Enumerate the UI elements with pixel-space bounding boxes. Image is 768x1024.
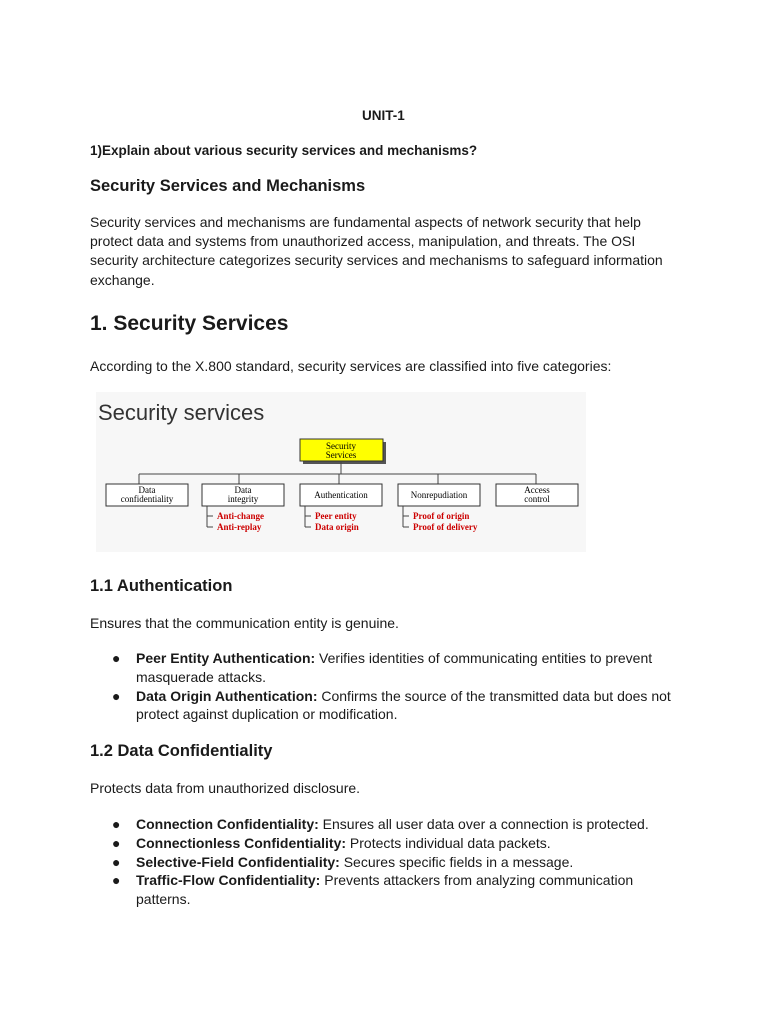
list-item [90, 834, 680, 853]
bullet-icon: ● [112, 816, 121, 832]
bullet-icon: ● [112, 650, 121, 666]
list-text: patterns. [136, 891, 191, 908]
sub-label: Peer entity [315, 511, 357, 521]
confidentiality-heading: 1.2 Data Confidentiality [90, 742, 273, 760]
category-label: Access [524, 485, 550, 495]
list-item [90, 687, 680, 725]
sub-label: Proof of origin [413, 511, 470, 521]
intro-paragraph [90, 213, 670, 290]
category-label: Authentication [314, 490, 368, 500]
category-label: integrity [227, 494, 259, 504]
intro-line-4: exchange. [90, 271, 155, 288]
security-services-heading: 1. Security Services [90, 312, 289, 335]
sub-label: Data origin [315, 522, 359, 532]
list-text: masquerade attacks. [136, 668, 266, 685]
list-text: protect against duplication or modification. [136, 706, 398, 723]
list-text: Secures specific fields in a message. [339, 853, 574, 870]
sub-label: Anti-replay [217, 522, 262, 532]
list-text: Verifies identities of communicating entities to prevent [315, 650, 653, 666]
root-label-2: Services [325, 450, 357, 460]
list-term: Peer Entity Authentication: [136, 650, 316, 666]
intro-line-1: Security services and mechanisms are fundamental aspects of network security that help [90, 214, 641, 230]
unit-title: UNIT-1 [362, 108, 405, 123]
classification-text: According to the X.800 standard, security services are classified into five categories: [90, 358, 612, 374]
list-text: Protects individual data packets. [346, 834, 551, 851]
authentication-list [90, 649, 680, 724]
category-label: control [524, 494, 550, 504]
confidentiality-list [90, 815, 680, 909]
diagram-title: Security services [98, 400, 265, 425]
category-label: Data [138, 485, 156, 495]
list-text: Ensures all user data over a connection is protected. [318, 816, 649, 832]
question-text: 1)Explain about various security services and mechanisms? [90, 143, 478, 158]
section-heading: Security Services and Mechanisms [90, 177, 366, 195]
list-term: Traffic-Flow Confidentiality: [136, 872, 321, 889]
authentication-description: Ensures that the communication entity is genuine. [90, 615, 399, 631]
category-label: Data [234, 485, 252, 495]
list-term: Selective-Field Confidentiality: [136, 853, 340, 870]
list-text: Confirms the source of the transmitted data but does not [317, 687, 671, 704]
confidentiality-description: Protects data from unauthorized disclosure. [90, 780, 361, 796]
list-item [90, 871, 680, 909]
list-text: Prevents attackers from analyzing communication [320, 872, 634, 889]
intro-line-3: security architecture categorizes security services and mechanisms to safeguard information [90, 252, 663, 269]
list-term: Connection Confidentiality: [136, 816, 319, 832]
sub-label: Proof of delivery [413, 522, 478, 532]
root-label-1: Security [326, 441, 356, 451]
bullet-icon: ● [112, 834, 121, 851]
authentication-heading: 1.1 Authentication [90, 577, 233, 595]
list-item [90, 649, 680, 687]
category-label: confidentiality [120, 494, 174, 504]
security-services-diagram [96, 392, 586, 552]
list-term: Data Origin Authentication: [136, 687, 318, 704]
bullet-icon: ● [112, 853, 121, 870]
bullet-icon: ● [112, 687, 121, 704]
sub-label: Anti-change [217, 511, 264, 521]
category-label: Nonrepudiation [410, 490, 468, 500]
bullet-icon: ● [112, 872, 121, 889]
intro-line-2: protect data and systems from unauthorized access, manipulation, and threats. The OSI [90, 233, 636, 250]
list-term: Connectionless Confidentiality: [136, 834, 347, 851]
list-item [90, 853, 680, 872]
list-item [90, 815, 680, 834]
